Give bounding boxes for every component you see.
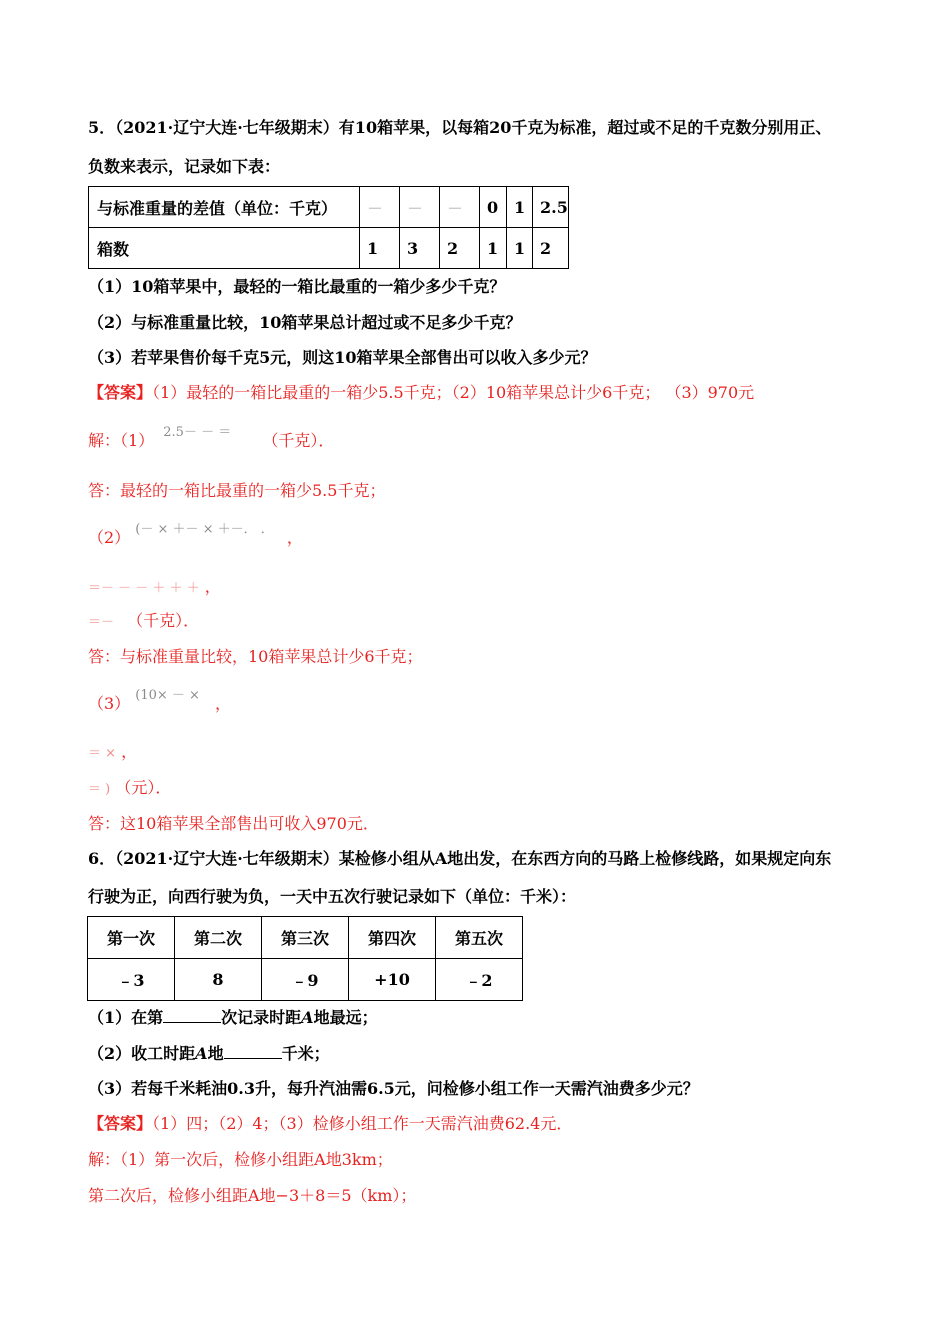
q5-cell: 2 [533,228,569,269]
q6-sub3: （3）若每千米耗油0.3升，每升汽油需6.5元，问检修小组工作一天需汽油费多少元？ [88,1079,699,1098]
q6-solution-1: 解：（1）第一次后，检修小组距A地3km； [88,1150,393,1169]
q5-row2-header: 箱数 [89,228,360,269]
point-a: A [195,1044,208,1063]
unit: （元）． [115,778,172,797]
q5-sub2: （2）与标准重量比较，10箱苹果总计超过或不足多少千克？ [88,313,522,332]
q5-title-line2: 负数来表示，记录如下表： [88,157,281,176]
formula: 2.5－ － ＝ [163,425,232,440]
text: 地 [207,1044,224,1063]
formula: ＝－ [88,615,115,630]
q6-value-cell: 8 [175,959,262,1001]
q5-solution-3-line3 [88,777,171,801]
formula: (－ × ＋－ × ＋－． ． [135,522,274,537]
solution-label: 解：（1） [88,431,155,450]
q6-table-header-row [88,917,523,959]
q5-cell: 1 [507,187,533,228]
answer-label: 【答案】 [88,1114,153,1133]
q6-header-cell: 第五次 [436,917,523,959]
answer-blank[interactable] [224,1042,282,1059]
q5-solution-2-line2 [88,576,221,600]
q5-table [88,186,569,269]
q5-solution-3-line2 [88,741,137,765]
q6-sub1 [88,1006,378,1029]
q6-title-line1: 6．（2021·辽宁大连·七年级期末）某检修小组从A地出发，在东西方向的马路上检修线路，如果规定向东 [88,849,832,868]
q5-answer-1: 答：最轻的一箱比最重的一箱少5.5千克； [88,481,386,500]
punct: ， [121,742,138,761]
answer-label: 【答案】 [88,383,153,402]
q6-sub2 [88,1042,330,1065]
q5-sub3: （3）若苹果售价每千克5元，则这10箱苹果全部售出可以收入多少元？ [88,348,597,367]
q6-title-line2: 行驶为正，向西行驶为负，一天中五次行驶记录如下（单位：千米）： [88,887,577,906]
unit: （千克）． [127,611,200,630]
q5-cell: － [360,187,400,228]
text: 地最远； [313,1008,378,1027]
q5-answer [88,382,754,404]
q5-table-row-diff [89,187,569,228]
text: 次记录时距 [221,1008,302,1027]
q5-answer-3: 答：这10箱苹果全部售出可收入970元． [88,814,379,833]
q6-table-value-row [88,959,523,1001]
punct: ， [286,528,303,547]
q6-value-cell: +10 [349,959,436,1001]
solution-label: （2） [88,528,131,547]
point-a: A [301,1008,314,1027]
q5-cell: 2 [440,228,480,269]
q5-sub1: （1）10箱苹果中，最轻的一箱比最重的一箱少多少千克？ [88,277,506,296]
q5-cell: 1 [507,228,533,269]
punct: ， [204,577,221,596]
q5-solution-2 [88,522,303,551]
formula: ＝ ) [88,782,111,797]
text: （1）在第 [88,1008,164,1027]
q6-answer [88,1113,572,1135]
q5-solution-3 [88,688,232,717]
q5-cell: 2.5 [533,187,569,228]
formula: ＝ × [88,746,117,761]
punct: ， [215,694,232,713]
solution-label: （3） [88,694,131,713]
q5-title-line1: 5．（2021·辽宁大连·七年级期末）有10箱苹果，以每箱20千克为标准，超过或不足的千克数分别用正、 [88,118,832,137]
q6-value-cell: ﹣9 [262,959,349,1001]
q6-value-cell: ﹣3 [88,959,175,1001]
q5-table-row-count [89,228,569,269]
answer-text: （1）最轻的一箱比最重的一箱少5.5千克；（2）10箱苹果总计少6千克； （3）970元 [152,383,755,402]
q5-answer-2: 答：与标准重量比较，10箱苹果总计少6千克； [88,647,423,666]
q5-row1-header: 与标准重量的差值（单位：千克） [89,187,360,228]
text: 千米； [281,1044,330,1063]
answer-blank[interactable] [163,1006,221,1023]
unit: （千克）． [262,431,335,450]
q5-cell: 1 [480,228,507,269]
formula: (10× － × [135,688,200,703]
q5-cell: 3 [400,228,440,269]
text: （2）收工时距 [88,1044,196,1063]
q6-header-cell: 第三次 [262,917,349,959]
q5-cell: － [440,187,480,228]
q6-solution-2: 第二次后，检修小组距A地−3＋8＝5（km）； [88,1186,417,1205]
q5-solution-2-line3 [88,610,199,634]
q6-table [87,916,523,1001]
q5-solution-1 [88,425,335,454]
q5-cell: 0 [480,187,507,228]
q6-header-cell: 第一次 [88,917,175,959]
q5-cell: － [400,187,440,228]
q6-header-cell: 第二次 [175,917,262,959]
q5-cell: 1 [360,228,400,269]
answer-text: （1）四；（2）4；（3）检修小组工作一天需汽油费62.4元． [152,1114,573,1133]
formula: ＝－ － － ＋ ＋ ＋ [88,581,200,596]
q6-value-cell: ﹣2 [436,959,523,1001]
q6-header-cell: 第四次 [349,917,436,959]
